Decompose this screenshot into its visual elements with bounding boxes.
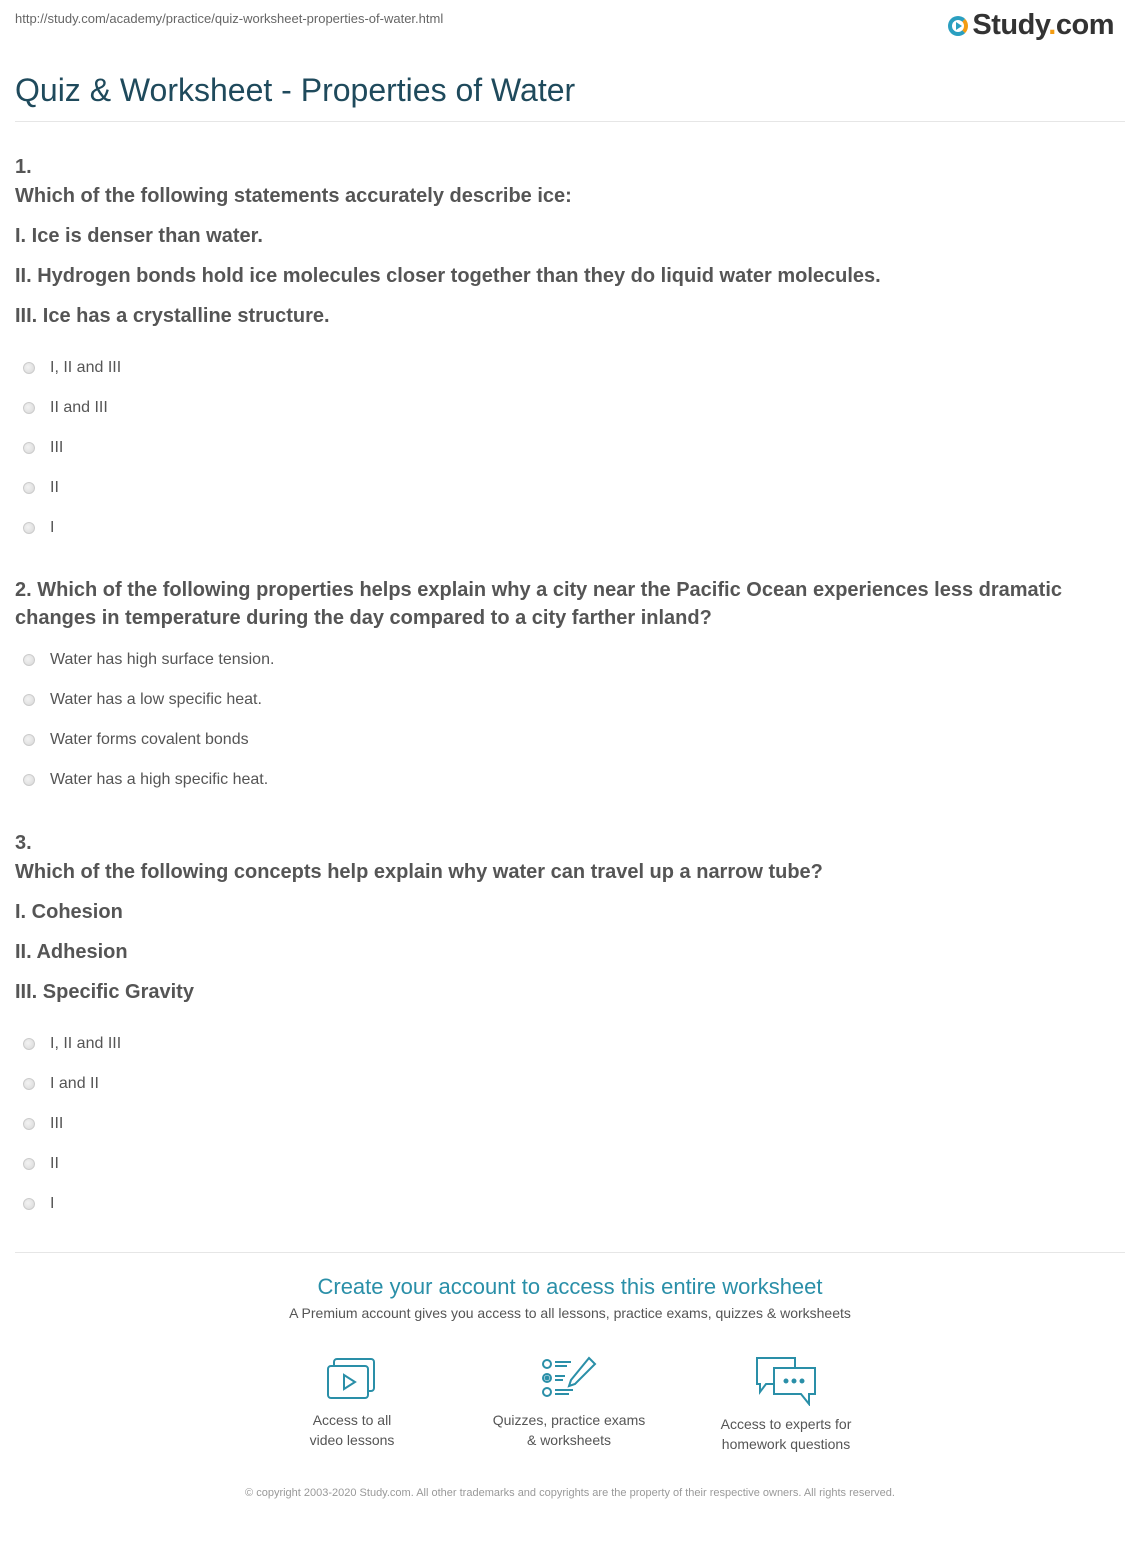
radio-button[interactable] xyxy=(23,1198,35,1210)
cta-title[interactable]: Create your account to access this entire worksheet xyxy=(317,1274,823,1299)
divider xyxy=(15,121,1125,122)
question-1 xyxy=(15,153,1125,330)
question-statement: I. Ice is denser than water. xyxy=(15,225,263,247)
question-statement: II. Hydrogen bonds hold ice molecules closer together than they do liquid water molecules. xyxy=(15,265,881,287)
radio-button[interactable] xyxy=(23,1078,35,1090)
radio-button[interactable] xyxy=(23,362,35,374)
radio-button[interactable] xyxy=(23,654,35,666)
feature-label: Quizzes, practice exams xyxy=(492,1412,646,1428)
question-statement: I. Cohesion xyxy=(15,901,123,923)
radio-button[interactable] xyxy=(23,1158,35,1170)
answer-option[interactable] xyxy=(15,1144,1125,1184)
question-text: changes in temperature during the day compared to a city farther inland? xyxy=(15,607,712,629)
option-label: Water has a low specific heat. xyxy=(50,691,262,708)
answer-options-1 xyxy=(15,348,1125,548)
radio-button[interactable] xyxy=(23,1118,35,1130)
logo-name: Study xyxy=(972,9,1049,41)
option-label: III xyxy=(50,439,64,456)
option-label: I and II xyxy=(50,1075,99,1092)
option-label: I xyxy=(50,519,55,536)
feature-quizzes xyxy=(469,1356,669,1450)
copyright: © copyright 2003-2020 Study.com. All other trademarks and copyrights are the property of their respective owners. All rights reserved. xyxy=(245,1487,895,1499)
logo-dot: . xyxy=(1048,9,1056,41)
answer-option[interactable] xyxy=(15,1104,1125,1144)
radio-button[interactable] xyxy=(23,734,35,746)
question-text: Which of the following concepts help explain why water can travel up a narrow tube? xyxy=(15,861,823,883)
feature-label: Access to all xyxy=(312,1412,392,1428)
radio-button[interactable] xyxy=(23,774,35,786)
answer-option[interactable] xyxy=(15,348,1125,388)
answer-option[interactable] xyxy=(15,508,1125,548)
feature-video-lessons xyxy=(252,1356,452,1450)
cta-subtitle: A Premium account gives you access to all lessons, practice exams, quizzes & worksheets xyxy=(289,1305,851,1321)
option-label: I, II and III xyxy=(50,359,122,376)
radio-button[interactable] xyxy=(23,1038,35,1050)
divider xyxy=(15,1252,1125,1253)
question-text: Which of the following statements accurately describe ice: xyxy=(15,185,572,207)
answer-option[interactable] xyxy=(15,680,1125,720)
answer-option[interactable] xyxy=(15,1064,1125,1104)
option-label: III xyxy=(50,1115,64,1132)
answer-option[interactable] xyxy=(15,1024,1125,1064)
option-label: I xyxy=(50,1195,55,1212)
answer-options-2 xyxy=(15,640,1125,800)
quiz-checklist-icon xyxy=(541,1356,597,1402)
option-label: Water has a high specific heat. xyxy=(50,771,269,788)
logo-tld: com xyxy=(1055,9,1114,41)
option-label: Water has high surface tension. xyxy=(50,651,275,668)
radio-button[interactable] xyxy=(23,402,35,414)
question-statement: II. Adhesion xyxy=(15,941,128,963)
answer-option[interactable] xyxy=(15,760,1125,800)
study-logo[interactable] xyxy=(948,9,1114,42)
chat-bubbles-icon xyxy=(754,1356,818,1406)
radio-button[interactable] xyxy=(23,482,35,494)
answer-options-3 xyxy=(15,1024,1125,1224)
answer-option[interactable] xyxy=(15,468,1125,508)
answer-option[interactable] xyxy=(15,720,1125,760)
option-label: II xyxy=(50,479,59,496)
question-number: 1. xyxy=(15,156,32,178)
feature-label: homework questions xyxy=(721,1436,851,1452)
page-title: Quiz & Worksheet - Properties of Water xyxy=(15,72,576,108)
video-lessons-icon xyxy=(326,1356,378,1402)
option-label: I, II and III xyxy=(50,1035,122,1052)
answer-option[interactable] xyxy=(15,1184,1125,1224)
answer-option[interactable] xyxy=(15,428,1125,468)
question-text: 2. Which of the following properties helps explain why a city near the Pacific Ocean experiences less dramatic xyxy=(15,579,1063,601)
option-label: II xyxy=(50,1155,59,1172)
feature-experts xyxy=(686,1356,886,1454)
option-label: Water forms covalent bonds xyxy=(50,731,249,748)
play-logo-icon xyxy=(948,16,968,36)
question-statement: III. Specific Gravity xyxy=(15,981,194,1003)
feature-label: & worksheets xyxy=(526,1432,612,1448)
question-2 xyxy=(15,576,1125,632)
answer-option[interactable] xyxy=(15,388,1125,428)
answer-option[interactable] xyxy=(15,640,1125,680)
question-statement: III. Ice has a crystalline structure. xyxy=(15,305,330,327)
feature-label: Access to experts for xyxy=(720,1416,852,1432)
question-number: 3. xyxy=(15,832,32,854)
question-3 xyxy=(15,829,1125,1006)
radio-button[interactable] xyxy=(23,694,35,706)
option-label: II and III xyxy=(50,399,108,416)
page-url: http://study.com/academy/practice/quiz-worksheet-properties-of-water.html xyxy=(15,11,444,26)
radio-button[interactable] xyxy=(23,442,35,454)
radio-button[interactable] xyxy=(23,522,35,534)
feature-label: video lessons xyxy=(309,1432,395,1448)
